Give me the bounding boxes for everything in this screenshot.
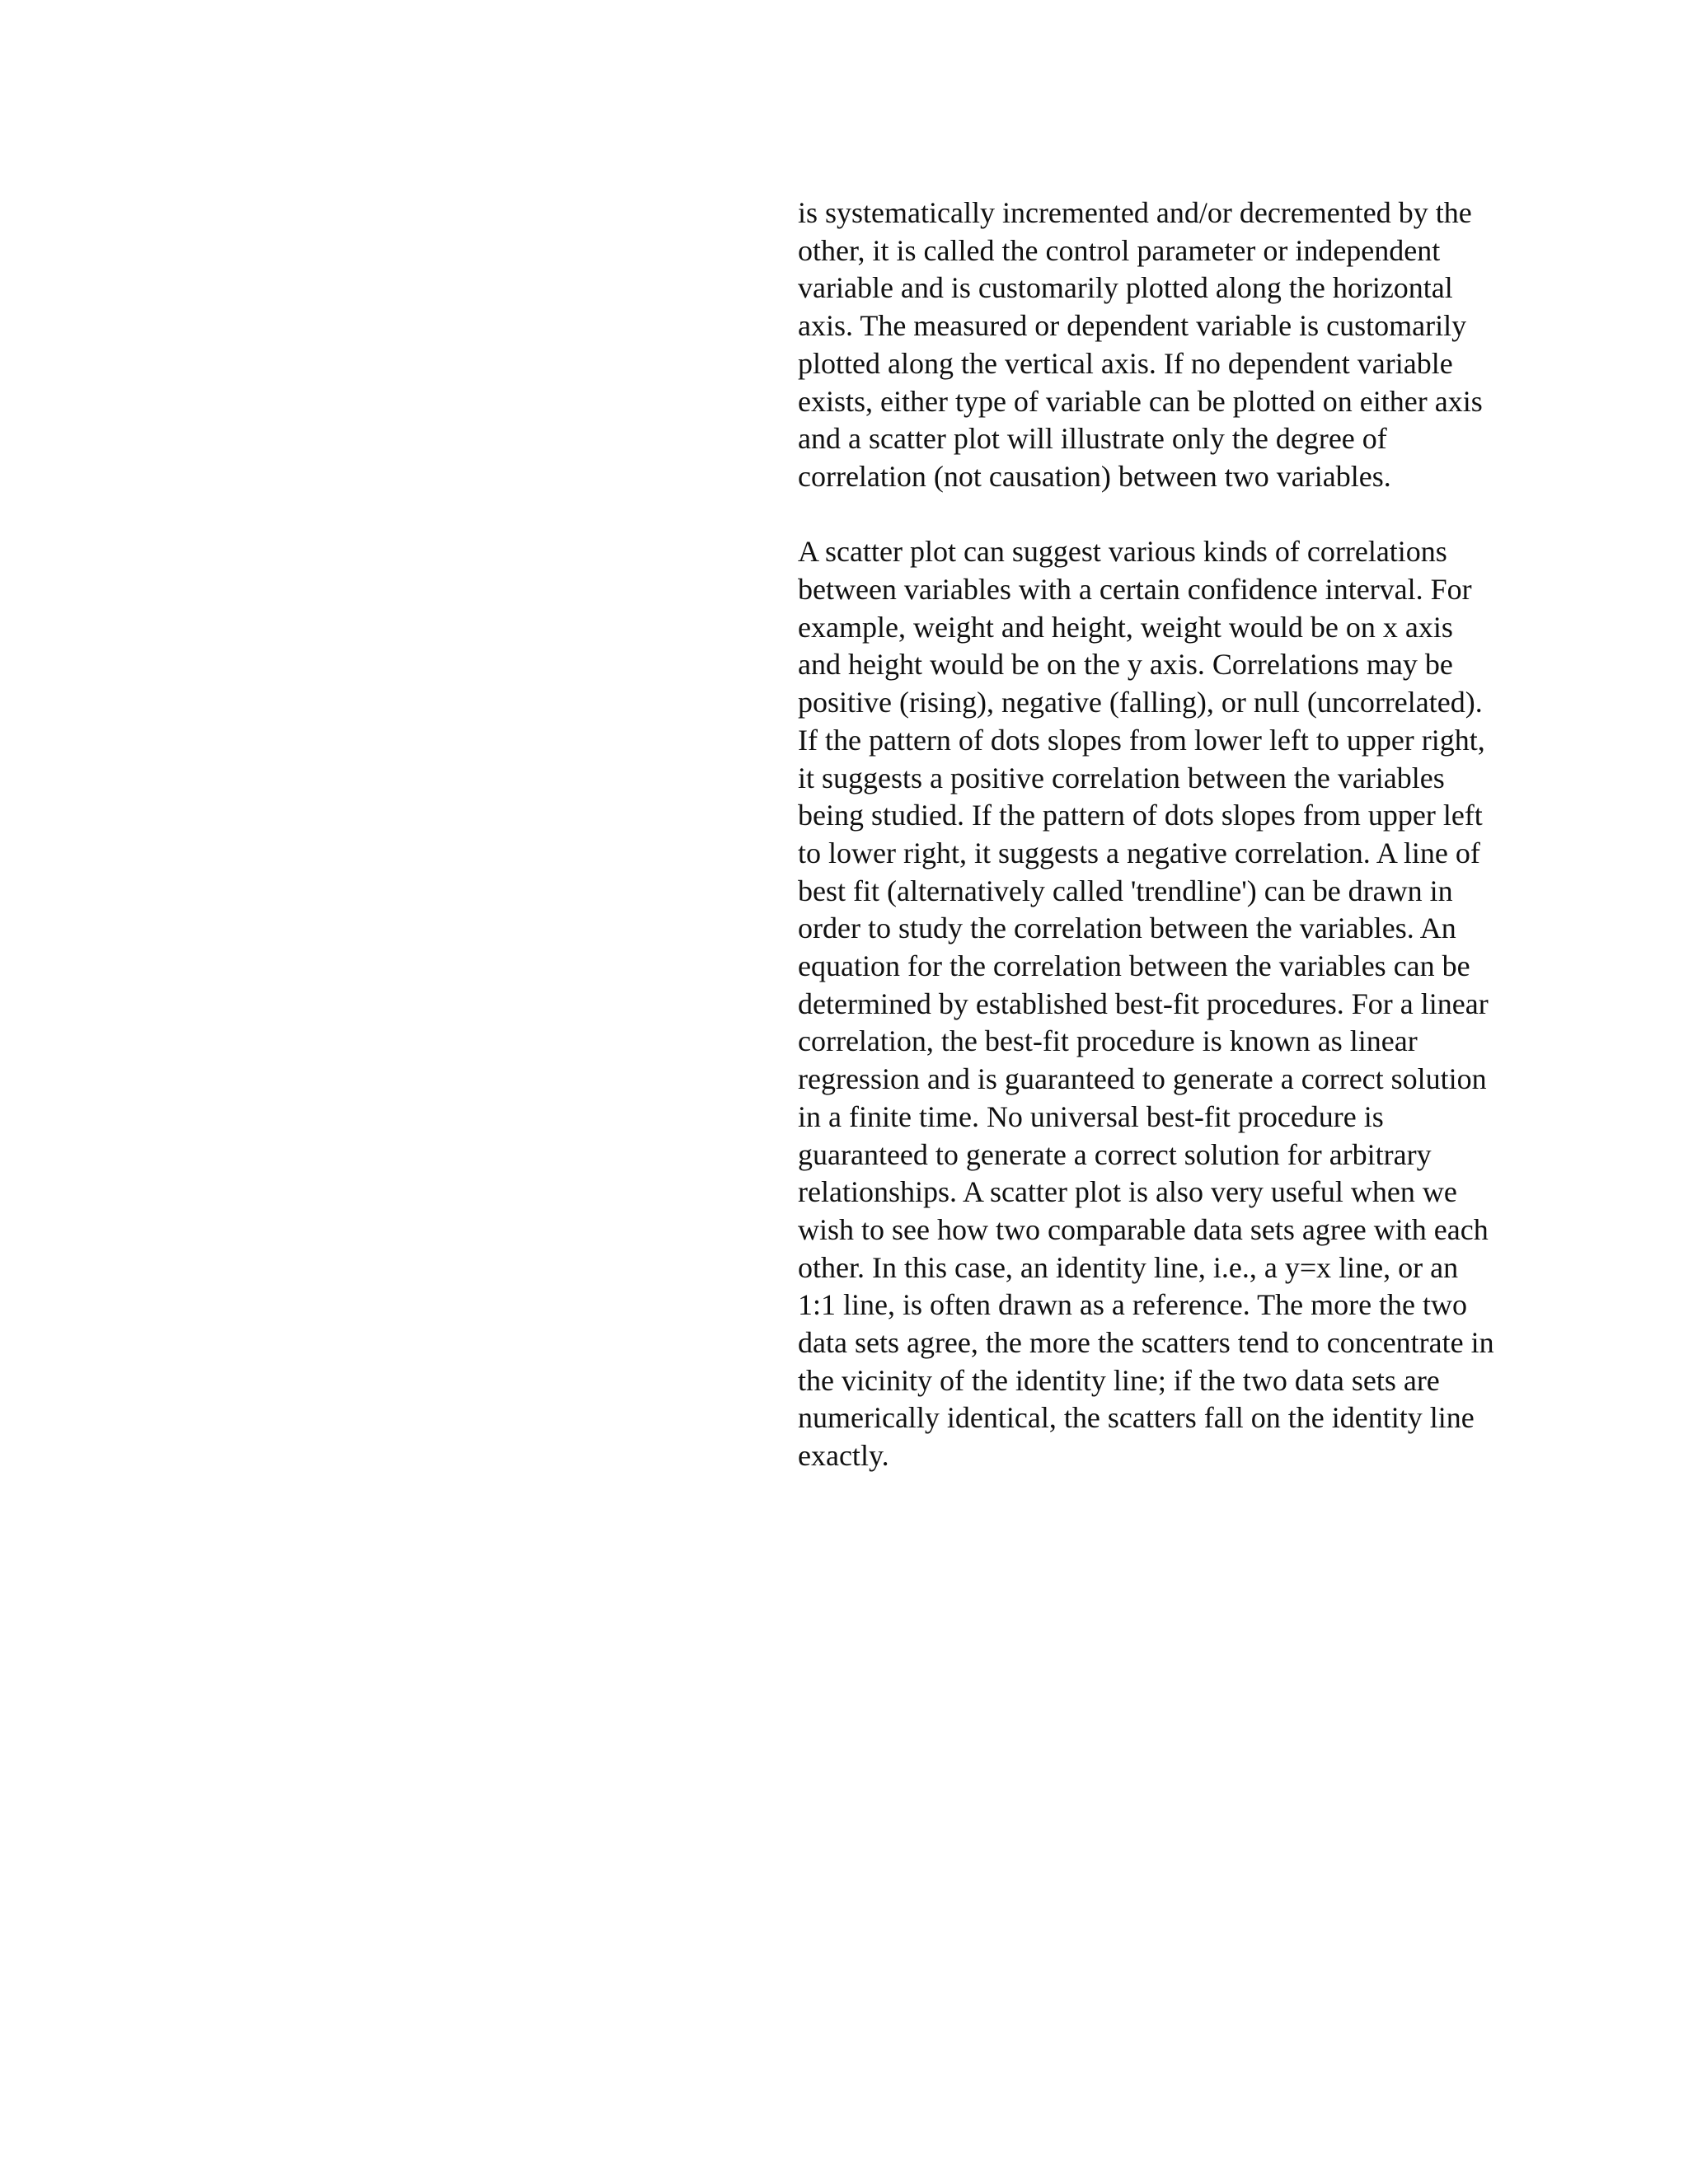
- text-line: between variables with a certain confidence interval. For: [798, 573, 1472, 607]
- text-line: axis. The measured or dependent variable is customarily: [798, 309, 1467, 343]
- text-line: and a scatter plot will illustrate only the degree of: [798, 422, 1387, 456]
- text-line: being studied. If the pattern of dots slopes from upper left: [798, 799, 1483, 832]
- text-line: to lower right, it suggests a negative correlation. A line of: [798, 836, 1480, 869]
- text-line: regression and is guaranteed to generate a correct solution: [798, 1062, 1487, 1096]
- text-line: wish to see how two comparable data sets agree with each: [798, 1212, 1489, 1246]
- text-line: determined by established best-fit procedures. For a linear: [798, 987, 1489, 1020]
- text-line: data sets agree, the more the scatters tend to concentrate in: [798, 1326, 1494, 1360]
- text-line: positive (rising), negative (falling), or null (uncorrelated).: [798, 686, 1483, 719]
- text-line: equation for the correlation between the variables can be: [798, 949, 1470, 983]
- text-line: in a finite time. No universal best-fit procedure is: [798, 1099, 1384, 1133]
- text-line: exists, either type of variable can be plotted on either axis: [798, 384, 1483, 418]
- text-line: If the pattern of dots slopes from lower left to upper right,: [798, 723, 1485, 757]
- text-line: 1:1 line, is often drawn as a reference. The more the two: [798, 1288, 1468, 1322]
- text-line: variable and is customarily plotted along the horizontal: [798, 271, 1453, 305]
- text-line: guaranteed to generate a correct solution for arbitrary: [798, 1137, 1432, 1171]
- text-line: example, weight and height, weight would be on x axis: [798, 610, 1453, 644]
- text-line: exactly.: [798, 1439, 889, 1473]
- text-line: numerically identical, the scatters fall on the identity line: [798, 1401, 1475, 1435]
- text-line: and height would be on the y axis. Correlations may be: [798, 648, 1453, 682]
- text-line: other, it is called the control parameter or independent: [798, 233, 1441, 267]
- text-line: other. In this case, an identity line, i.e., a y=x line, or an: [798, 1250, 1459, 1284]
- text-line: correlation, the best-fit procedure is known as linear: [798, 1024, 1418, 1058]
- text-line: A scatter plot can suggest various kinds of correlations: [798, 535, 1447, 569]
- paragraph-2: [798, 533, 1573, 1475]
- text-column: [798, 194, 1573, 1475]
- text-line: it suggests a positive correlation between the variables: [798, 761, 1445, 794]
- text-line: relationships. A scatter plot is also very useful when we: [798, 1175, 1457, 1209]
- text-line: best fit (alternatively called 'trendline') can be drawn in: [798, 874, 1453, 907]
- text-line: order to study the correlation between the variables. An: [798, 912, 1456, 945]
- text-line: the vicinity of the identity line; if the two data sets are: [798, 1363, 1440, 1397]
- text-line: plotted along the vertical axis. If no dependent variable: [798, 346, 1453, 380]
- paragraph-1: [798, 194, 1573, 496]
- text-line: is systematically incremented and/or decremented by the: [798, 196, 1472, 229]
- text-line: correlation (not causation) between two variables.: [798, 459, 1391, 493]
